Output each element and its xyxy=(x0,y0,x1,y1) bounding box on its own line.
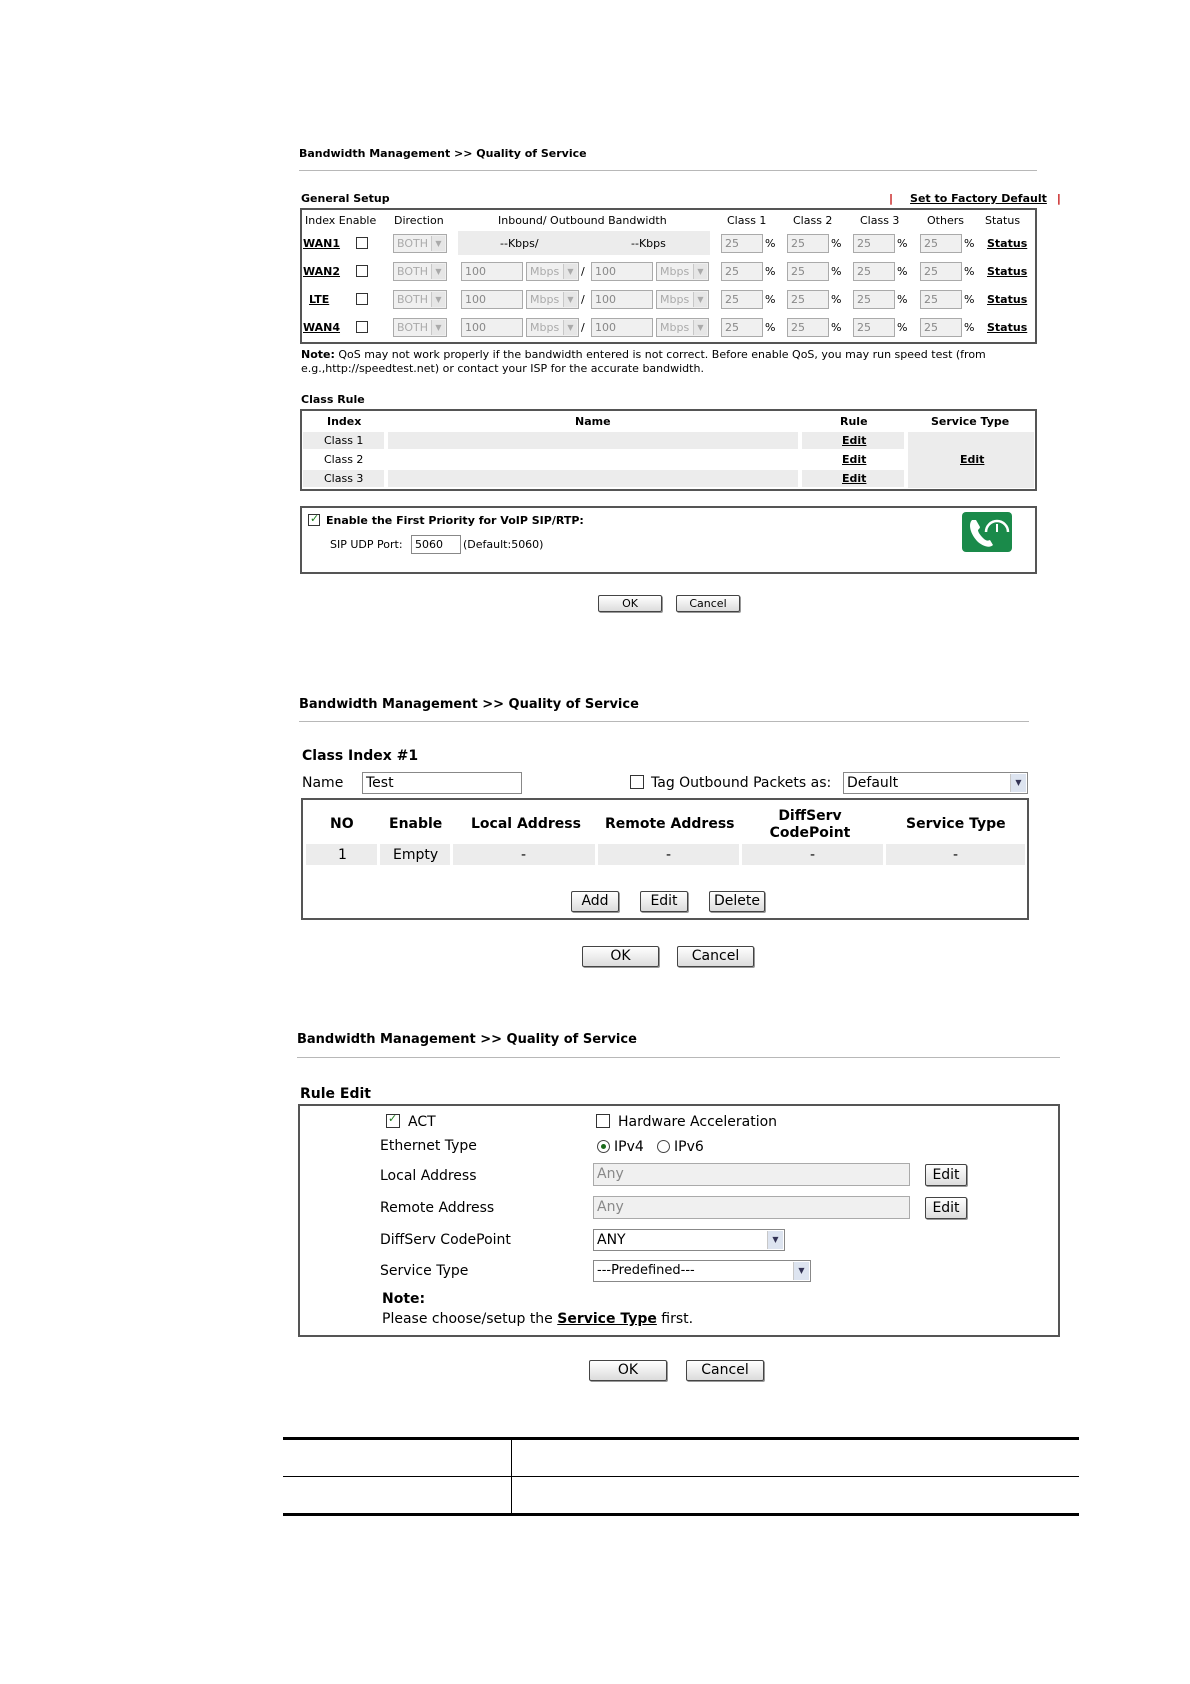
service-type-label: Service Type xyxy=(380,1263,469,1279)
wan1-others-input[interactable]: 25 xyxy=(920,234,962,253)
class-1-rule-edit-link[interactable]: Edit xyxy=(842,434,867,447)
pct-label: % xyxy=(831,293,842,306)
lte-status-link[interactable]: Status xyxy=(987,293,1028,306)
bandwidth-note xyxy=(301,348,986,361)
header-others: Others xyxy=(927,214,964,227)
header-no: NO xyxy=(330,816,354,832)
pct-label: % xyxy=(831,321,842,334)
wan2-class3-input[interactable]: 25 xyxy=(853,262,895,281)
lte-outbound-unit-value: Mbps xyxy=(660,293,690,306)
wan4-outbound-input[interactable]: 100 xyxy=(591,318,653,337)
local-address-edit-button[interactable]: Edit xyxy=(925,1164,967,1186)
tag-outbound-checkbox[interactable] xyxy=(630,775,644,789)
lte-inbound-unit-select[interactable] xyxy=(526,290,579,309)
wan2-inbound-unit-value: Mbps xyxy=(530,265,560,278)
header-direction: Direction xyxy=(394,214,444,227)
wan4-enable-checkbox[interactable] xyxy=(356,321,368,333)
class-rule-heading: Class Rule xyxy=(301,393,365,406)
delete-button[interactable]: Delete xyxy=(709,891,765,912)
chevron-down-icon: ▼ xyxy=(563,292,577,307)
wan2-class1-input[interactable]: 25 xyxy=(721,262,763,281)
hardware-acceleration-checkbox[interactable] xyxy=(596,1114,610,1128)
lte-class3-input[interactable]: 25 xyxy=(853,290,895,309)
pct-label: % xyxy=(765,293,776,306)
chevron-down-icon: ▼ xyxy=(693,292,707,307)
class-2-rule-edit-link[interactable]: Edit xyxy=(842,453,867,466)
wan1-enable-checkbox[interactable] xyxy=(356,237,368,249)
title-divider xyxy=(299,721,1029,722)
ipv6-radio[interactable] xyxy=(657,1140,670,1153)
pct-label: % xyxy=(897,265,908,278)
tag-outbound-label: Tag Outbound Packets as: xyxy=(651,775,832,791)
chevron-down-icon: ▼ xyxy=(563,320,577,335)
lte-outbound-unit-select[interactable] xyxy=(656,290,709,309)
cr-header-service-type: Service Type xyxy=(931,415,1010,428)
wan4-status-link[interactable]: Status xyxy=(987,321,1028,334)
wan1-link[interactable]: WAN1 xyxy=(303,237,341,250)
wan2-outbound-unit-select[interactable] xyxy=(656,262,709,281)
title-divider xyxy=(299,170,1037,171)
chevron-down-icon: ▼ xyxy=(431,264,445,279)
wan1-bandwidth-shade xyxy=(458,231,710,255)
pct-label: % xyxy=(765,237,776,250)
act-label: ACT xyxy=(408,1114,436,1130)
pct-label: % xyxy=(897,293,908,306)
service-type-edit-link[interactable]: Edit xyxy=(960,453,985,466)
panel2-cancel-button[interactable]: Cancel xyxy=(677,946,754,967)
note-text-line2: e.g.,http://speedtest.net) or contact your ISP for the accurate bandwidth. xyxy=(301,362,704,375)
header-class3: Class 3 xyxy=(860,214,900,227)
page-title: Bandwidth Management >> Quality of Service xyxy=(299,147,587,160)
lte-direction-value: BOTH xyxy=(397,293,429,306)
header-remote-address: Remote Address xyxy=(605,816,735,832)
lte-class1-input[interactable]: 25 xyxy=(721,290,763,309)
remote-address-label: Remote Address xyxy=(380,1200,495,1216)
header-status: Status xyxy=(985,214,1021,227)
diffserv-codepoint-value: ANY xyxy=(597,1232,626,1248)
wan1-class1-input[interactable]: 25 xyxy=(721,234,763,253)
chevron-down-icon: ▼ xyxy=(431,320,445,335)
chevron-down-icon: ▼ xyxy=(767,1231,783,1249)
diffserv-codepoint-select[interactable] xyxy=(593,1229,785,1251)
header-enable: Enable xyxy=(389,816,443,832)
tag-outbound-value: Default xyxy=(847,775,899,791)
ipv6-label: IPv6 xyxy=(674,1139,704,1155)
voip-priority-checkbox[interactable] xyxy=(308,514,320,526)
wan1-class2-input[interactable]: 25 xyxy=(787,234,829,253)
panel2-ok-button[interactable]: OK xyxy=(582,946,659,967)
doc-table-top-rule xyxy=(283,1437,1079,1440)
lte-enable-checkbox[interactable] xyxy=(356,293,368,305)
doc-table-mid-rule xyxy=(283,1476,1079,1477)
lte-others-input[interactable]: 25 xyxy=(920,290,962,309)
cr-row-shade xyxy=(388,432,798,449)
note-label: Note: xyxy=(301,348,335,361)
ipv4-label: IPv4 xyxy=(614,1139,644,1155)
panel3-ok-button[interactable]: OK xyxy=(589,1360,667,1381)
chevron-down-icon: ▼ xyxy=(563,264,577,279)
pct-label: % xyxy=(964,237,975,250)
wan2-outbound-unit-value: Mbps xyxy=(660,265,690,278)
wan2-inbound-unit-select[interactable] xyxy=(526,262,579,281)
header-diffserv xyxy=(740,808,880,842)
wan4-others-input[interactable]: 25 xyxy=(920,318,962,337)
row-local-address: - xyxy=(521,847,527,863)
page-title: Bandwidth Management >> Quality of Service xyxy=(299,697,639,712)
wan4-inbound-unit-select[interactable] xyxy=(526,318,579,337)
lte-link[interactable]: LTE xyxy=(309,293,330,306)
chevron-down-icon: ▼ xyxy=(693,264,707,279)
service-type-value: ---Predefined--- xyxy=(597,1263,695,1278)
class-3-label: Class 3 xyxy=(324,472,364,485)
hardware-acceleration-label: Hardware Acceleration xyxy=(618,1114,778,1130)
wan4-direction-select[interactable] xyxy=(393,318,447,337)
pct-label: % xyxy=(964,321,975,334)
rule-note-pre: Please choose/setup the xyxy=(382,1311,558,1327)
pct-label: % xyxy=(897,321,908,334)
header-index-enable: Index Enable xyxy=(305,214,377,227)
row-enable: Empty xyxy=(393,847,439,863)
row-diffserv: - xyxy=(810,847,816,863)
wan4-direction-value: BOTH xyxy=(397,321,429,334)
add-button[interactable]: Add xyxy=(571,891,619,912)
lte-inbound-unit-value: Mbps xyxy=(530,293,560,306)
lte-outbound-input[interactable]: 100 xyxy=(591,290,653,309)
tag-outbound-select[interactable] xyxy=(843,772,1028,794)
wan1-direction-select[interactable] xyxy=(393,234,447,253)
title-divider xyxy=(297,1057,1060,1058)
header-bandwidth: Inbound/ Outbound Bandwidth xyxy=(498,214,667,227)
chevron-down-icon: ▼ xyxy=(1010,774,1026,792)
rule-note-text xyxy=(382,1311,693,1327)
class-name-input[interactable]: Test xyxy=(362,772,522,794)
separator: | xyxy=(889,192,894,205)
wan1-status-link[interactable]: Status xyxy=(987,237,1028,250)
header-service-type: Service Type xyxy=(906,816,1006,832)
sip-port-label: SIP UDP Port: xyxy=(330,538,403,551)
rule-edit-heading: Rule Edit xyxy=(300,1086,371,1102)
remote-address-input[interactable]: Any xyxy=(593,1196,910,1219)
factory-default-area xyxy=(889,192,1061,205)
wan1-outbound: --Kbps xyxy=(631,237,666,250)
ipv4-radio[interactable] xyxy=(597,1140,610,1153)
pct-label: % xyxy=(897,237,908,250)
wan2-class2-input[interactable]: 25 xyxy=(787,262,829,281)
slash-label: / xyxy=(581,293,585,306)
panel1-cancel-button[interactable]: Cancel xyxy=(676,595,740,612)
wan1-direction-value: BOTH xyxy=(397,237,429,250)
factory-default-link[interactable]: Set to Factory Default xyxy=(910,192,1047,205)
remote-address-edit-button[interactable]: Edit xyxy=(925,1197,967,1219)
service-type-select[interactable] xyxy=(593,1260,811,1282)
sip-port-input[interactable]: 5060 xyxy=(411,535,461,554)
rule-note-post: first. xyxy=(656,1311,694,1327)
header-class2: Class 2 xyxy=(793,214,833,227)
pct-label: % xyxy=(765,321,776,334)
service-type-link[interactable]: Service Type xyxy=(557,1311,657,1327)
name-label: Name xyxy=(302,775,344,791)
row-no: 1 xyxy=(338,847,347,863)
wan2-inbound-input[interactable]: 100 xyxy=(461,262,523,281)
edit-button[interactable]: Edit xyxy=(640,891,688,912)
wan1-inbound: --Kbps/ xyxy=(500,237,539,250)
slash-label: / xyxy=(581,265,585,278)
sip-port-default: (Default:5060) xyxy=(463,538,544,551)
header-diffserv-line1: DiffServ xyxy=(778,808,842,824)
diffserv-codepoint-label: DiffServ CodePoint xyxy=(380,1232,511,1248)
wan4-inbound-unit-value: Mbps xyxy=(530,321,560,334)
wan4-outbound-unit-value: Mbps xyxy=(660,321,690,334)
wan1-class3-input[interactable]: 25 xyxy=(853,234,895,253)
cr-header-rule: Rule xyxy=(840,415,868,428)
slash-label: / xyxy=(581,321,585,334)
doc-table-bottom-rule xyxy=(283,1513,1079,1516)
separator: | xyxy=(1056,192,1061,205)
pct-label: % xyxy=(765,265,776,278)
lte-direction-select[interactable] xyxy=(393,290,447,309)
rule-note-label: Note: xyxy=(382,1291,426,1307)
cr-header-name: Name xyxy=(575,415,611,428)
header-diffserv-line2: CodePoint xyxy=(769,825,851,841)
wan2-link[interactable]: WAN2 xyxy=(303,265,341,278)
wan4-class2-input[interactable]: 25 xyxy=(787,318,829,337)
voip-phone-gauge-icon xyxy=(962,512,1012,552)
wan2-others-input[interactable]: 25 xyxy=(920,262,962,281)
chevron-down-icon: ▼ xyxy=(431,292,445,307)
wan2-status-link[interactable]: Status xyxy=(987,265,1028,278)
row-remote-address: - xyxy=(666,847,672,863)
note-text-line1: QoS may not work properly if the bandwidth entered is not correct. Before enable QoS, you may run speed test (from xyxy=(334,348,986,361)
class-index-heading: Class Index #1 xyxy=(302,748,419,764)
wan4-outbound-unit-select[interactable] xyxy=(656,318,709,337)
act-checkbox[interactable] xyxy=(386,1114,400,1128)
header-local-address: Local Address xyxy=(471,816,581,832)
wan4-class3-input[interactable]: 25 xyxy=(853,318,895,337)
page-title: Bandwidth Management >> Quality of Service xyxy=(297,1032,637,1047)
row-service-type: - xyxy=(953,847,959,863)
ethernet-type-label: Ethernet Type xyxy=(380,1138,477,1154)
pct-label: % xyxy=(831,237,842,250)
class-3-rule-edit-link[interactable]: Edit xyxy=(842,472,867,485)
wan4-link[interactable]: WAN4 xyxy=(303,321,341,334)
pct-label: % xyxy=(831,265,842,278)
wan2-direction-select[interactable] xyxy=(393,262,447,281)
wan2-direction-value: BOTH xyxy=(397,265,429,278)
pct-label: % xyxy=(964,293,975,306)
wan4-class1-input[interactable]: 25 xyxy=(721,318,763,337)
chevron-down-icon: ▼ xyxy=(693,320,707,335)
local-address-label: Local Address xyxy=(380,1168,477,1184)
lte-class2-input[interactable]: 25 xyxy=(787,290,829,309)
wan2-enable-checkbox[interactable] xyxy=(356,265,368,277)
pct-label: % xyxy=(964,265,975,278)
chevron-down-icon: ▼ xyxy=(793,1262,809,1280)
chevron-down-icon: ▼ xyxy=(431,236,445,251)
wan4-inbound-input[interactable]: 100 xyxy=(461,318,523,337)
wan2-outbound-input[interactable]: 100 xyxy=(591,262,653,281)
local-address-input[interactable]: Any xyxy=(593,1163,910,1186)
lte-inbound-input[interactable]: 100 xyxy=(461,290,523,309)
panel1-ok-button[interactable]: OK xyxy=(598,595,662,612)
cr-header-index: Index xyxy=(327,415,362,428)
doc-table-column-divider xyxy=(511,1440,512,1513)
class-1-label: Class 1 xyxy=(324,434,364,447)
class-2-label: Class 2 xyxy=(324,453,364,466)
voip-priority-label: Enable the First Priority for VoIP SIP/RTP: xyxy=(326,514,584,527)
cr-row-shade xyxy=(388,470,798,487)
panel3-cancel-button[interactable]: Cancel xyxy=(686,1360,764,1381)
header-class1: Class 1 xyxy=(727,214,767,227)
general-setup-heading: General Setup xyxy=(301,192,390,205)
